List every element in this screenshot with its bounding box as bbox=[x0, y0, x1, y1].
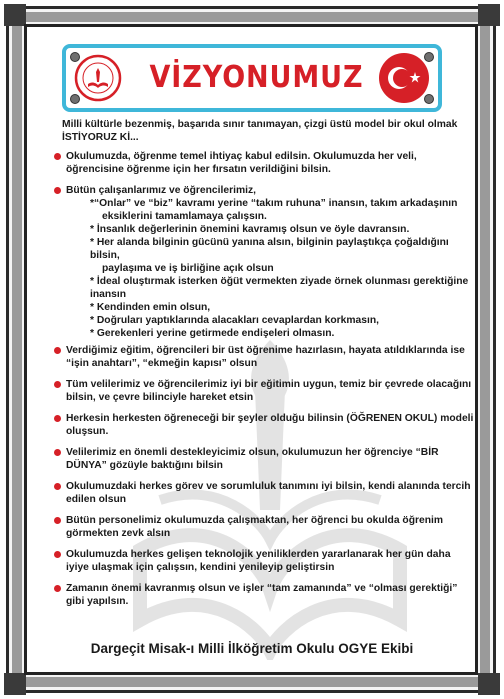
sub-list-item: eksiklerini tamamlamaya çalışsın. bbox=[102, 211, 267, 222]
bullet-icon bbox=[54, 153, 61, 160]
bullet-icon bbox=[54, 517, 61, 524]
vision-content bbox=[54, 118, 474, 616]
list-item bbox=[54, 378, 474, 404]
list-item-text: Bütün çalışanlarımız ve öğrencilerimiz, bbox=[66, 185, 256, 196]
list-item-text: Bütün personelimiz okulumuzda çalışmaktan, her öğrenci bu okulda öğrenim görmekten zevk alsın bbox=[66, 515, 444, 539]
bullet-icon bbox=[54, 551, 61, 558]
footer-signature: Dargeçit Misak-ı Milli İlköğretim Okulu OGYE Ekibi bbox=[90, 641, 414, 656]
list-item bbox=[54, 514, 474, 540]
list-item bbox=[54, 446, 474, 472]
list-item-text: Okulumuzda, öğrenme temel ihtiyaç kabul edilsin. Okulumuzda her veli, öğrencisine öğrenme için her fırsatın verildiğini bilsin. bbox=[66, 151, 417, 175]
sub-list bbox=[66, 197, 474, 340]
sub-list-item: paylaşıma ve iş birliğine açık olsun bbox=[102, 263, 274, 274]
page-title: VİZYONUMUZ bbox=[149, 60, 364, 95]
bullet-icon bbox=[54, 347, 61, 354]
corner-ornament bbox=[4, 4, 26, 26]
sub-list-item: * Kendinden emin olsun, bbox=[90, 302, 211, 313]
list-item-text: Herkesin herkesten öğreneceği bir şeyler olduğu bilinsin (ÖĞRENEN OKUL) modeli oluşsun. bbox=[66, 413, 474, 437]
list-item bbox=[54, 582, 474, 608]
title-banner bbox=[62, 44, 442, 112]
list-item-text: Okulumuzda herkes gelişen teknolojik yeniliklerden yararlanarak her gün daha iyiye ulaşmak için çalışsın, kendini yenileyip geliştirsin bbox=[66, 549, 451, 573]
bullet-icon bbox=[54, 187, 61, 194]
sub-list-item: *“Onlar” ve “biz” kavramı yerine “takım ruhuna” inansın, takım arkadaşının bbox=[90, 198, 458, 209]
corner-ornament bbox=[478, 673, 500, 695]
list-item-text: Velilerimiz en önemli destekleyicimiz olsun, okulumuzun her öğrenciye “BİR DÜNYA” gözüyle baktığını bilsin bbox=[66, 447, 439, 471]
sub-list-item: * Gerekenleri yerine getirmede endişeleri olmasın. bbox=[90, 328, 335, 339]
intro-text: Milli kültürle bezenmiş, başarıda sınır tanımayan, çizgi üstü model bir okul olmak İSTİYORUZ Kİ... bbox=[62, 119, 458, 143]
list-item bbox=[54, 184, 474, 340]
bullet-icon bbox=[54, 381, 61, 388]
list-item-text: Okulumuzdaki herkes görev ve sorumluluk tanımını iyi bilsin, kendi alanında tercih edilen olsun bbox=[66, 481, 471, 505]
corner-ornament bbox=[4, 673, 26, 695]
turkish-flag-icon bbox=[378, 52, 430, 104]
meb-logo-icon bbox=[74, 54, 122, 102]
sub-list-item: * İnsanlık değerlerinin önemini kavramış olsun ve öyle davransın. bbox=[90, 224, 410, 235]
list-item-text: Verdiğimiz eğitim, öğrencileri bir üst öğrenime hazırlasın, hayata atıldıklarında ise “işin anahtarı”, “ekmeğin kapısı” olsun bbox=[66, 345, 465, 369]
list-item bbox=[54, 344, 474, 370]
list-item bbox=[54, 548, 474, 574]
corner-ornament bbox=[478, 4, 500, 26]
sub-list-item: * Doğruları yaptıklarında alacakları cevaplardan korkmasın, bbox=[90, 315, 380, 326]
bullet-icon bbox=[54, 585, 61, 592]
bullet-icon bbox=[54, 415, 61, 422]
list-item-text: Tüm velilerimiz ve öğrencilerimiz iyi bir eğitimin uygun, temiz bir çevrede olacağını bilsin, ve çevre bilinciyle hareket etsin bbox=[66, 379, 472, 403]
list-item bbox=[54, 480, 474, 506]
list-item-text: Zamanın önemi kavranmış olsun ve işler “tam zamanında” ve “olması gerektiği” gibi yapılsın. bbox=[66, 583, 458, 607]
list-item bbox=[54, 412, 474, 438]
sub-list-item: * İdeal oluştırmak isterken öğüt vermekten ziyade örnek olunması gerektiğine inansın bbox=[90, 276, 469, 300]
list-item bbox=[54, 150, 474, 176]
bullet-icon bbox=[54, 449, 61, 456]
sub-list-item: * Her alanda bilginin gücünü yanına alsın, bilginin paylaştıkça çoğaldığını bilsin, bbox=[90, 237, 449, 261]
bullet-icon bbox=[54, 483, 61, 490]
